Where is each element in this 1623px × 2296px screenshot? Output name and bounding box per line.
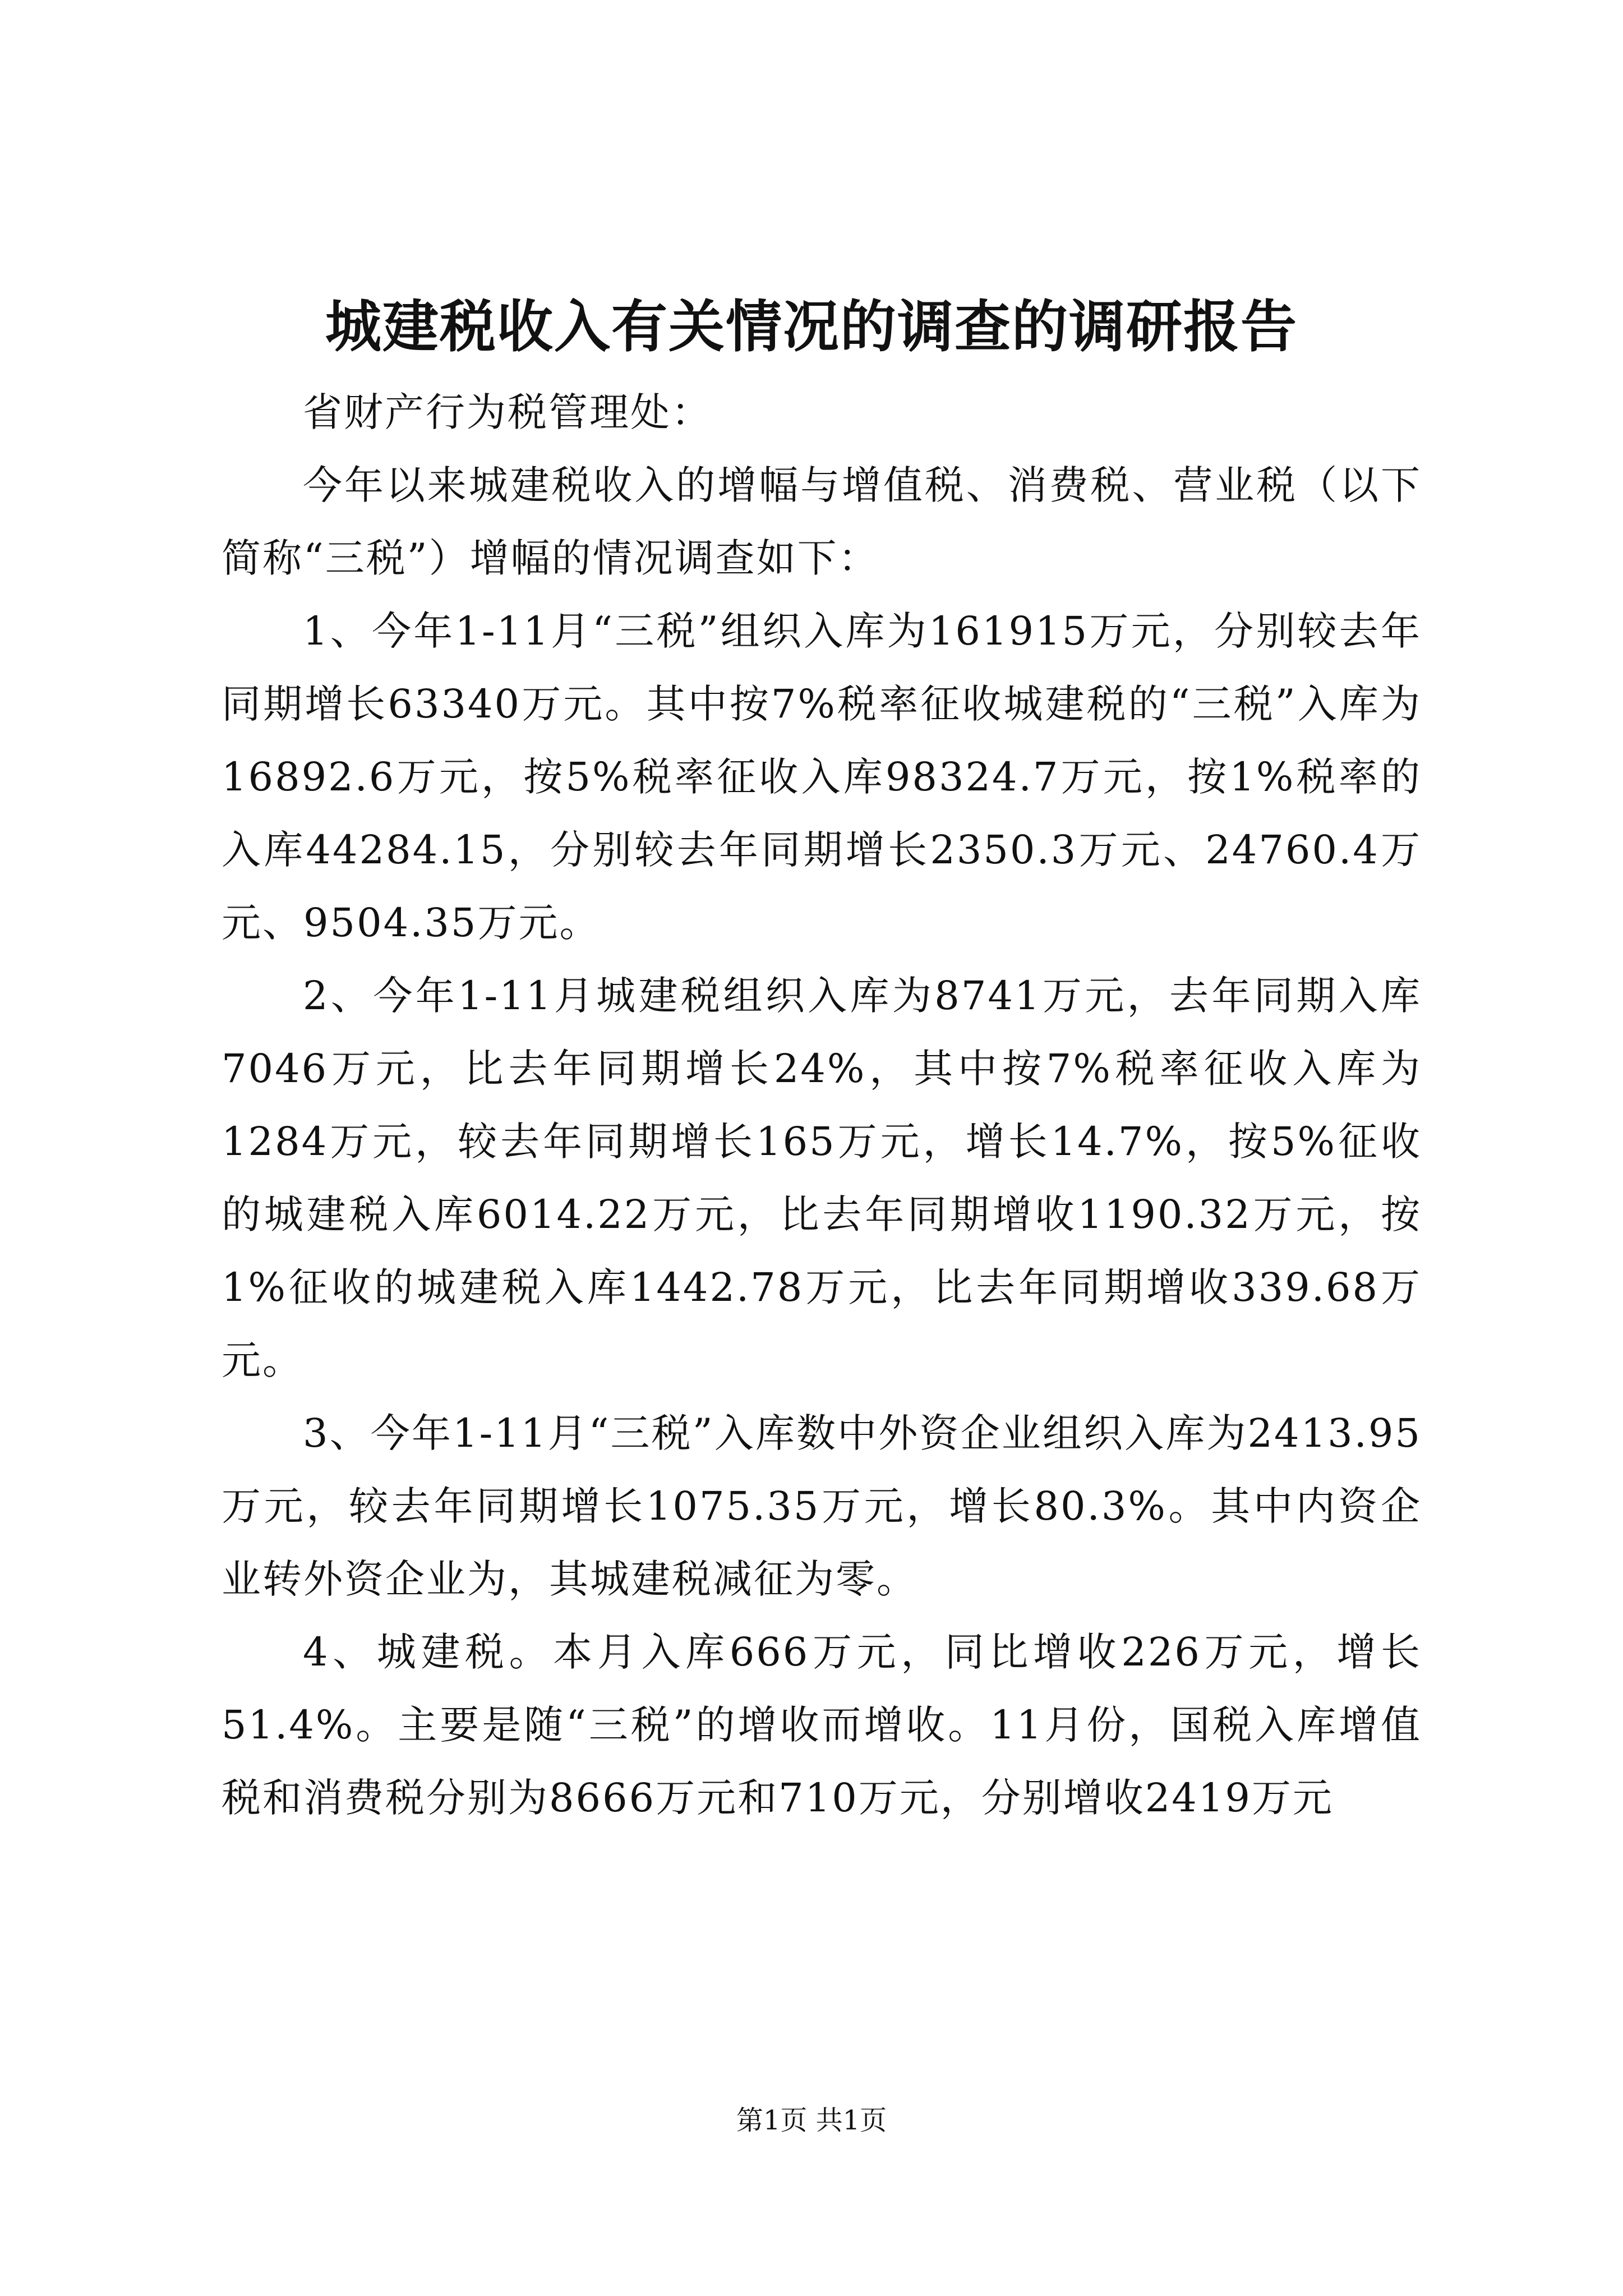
paragraph-item-1: 1、今年1-11月“三税”组织入库为161915万元，分别较去年同期增长63340万元。其中按7%税率征收城建税的“三税”入库为16892.6万元，按5%税率征收入库98324.7万元，按1%税率的入库44284.15，分别较去年同期增长2350.3万元、24760.4万元、9504.35万元。 xyxy=(222,608,1422,946)
paragraph-intro: 今年以来城建税收入的增幅与增值税、消费税、营业税（以下简称“三税”）增幅的情况调查如下： xyxy=(222,462,1422,581)
paragraph-item-2: 2、今年1-11月城建税组织入库为8741万元，去年同期入库7046万元，比去年同期增长24%，其中按7%税率征收入库为1284万元，较去年同期增长165万元，增长14.7%，按5%征收的城建税入库6014.22万元，比去年同期增收1190.32万元，按1%征收的城建税入库1442.78万元，比去年同期增收339.68万元。 xyxy=(222,973,1422,1383)
paragraph-item-3: 3、今年1-11月“三税”入库数中外资企业组织入库为2413.95万元，较去年同期增长1075.35万元，增长80.3%。其中内资企业转外资企业为，其城建税减征为零。 xyxy=(222,1410,1422,1602)
page-footer: 第1页 共1页 xyxy=(736,2105,887,2136)
document-title: 城建税收入有关情况的调查的调研报告 xyxy=(325,293,1298,360)
document-body xyxy=(222,376,1422,1834)
paragraph-item-4: 4、城建税。本月入库666万元，同比增收226万元，增长51.4%。主要是随“三税”的增收而增收。11月份，国税入库增值税和消费税分别为8666万元和710万元，分别增收2419万元 xyxy=(222,1629,1422,1821)
paragraph-addressee: 省财产行为税管理处： xyxy=(303,389,712,435)
